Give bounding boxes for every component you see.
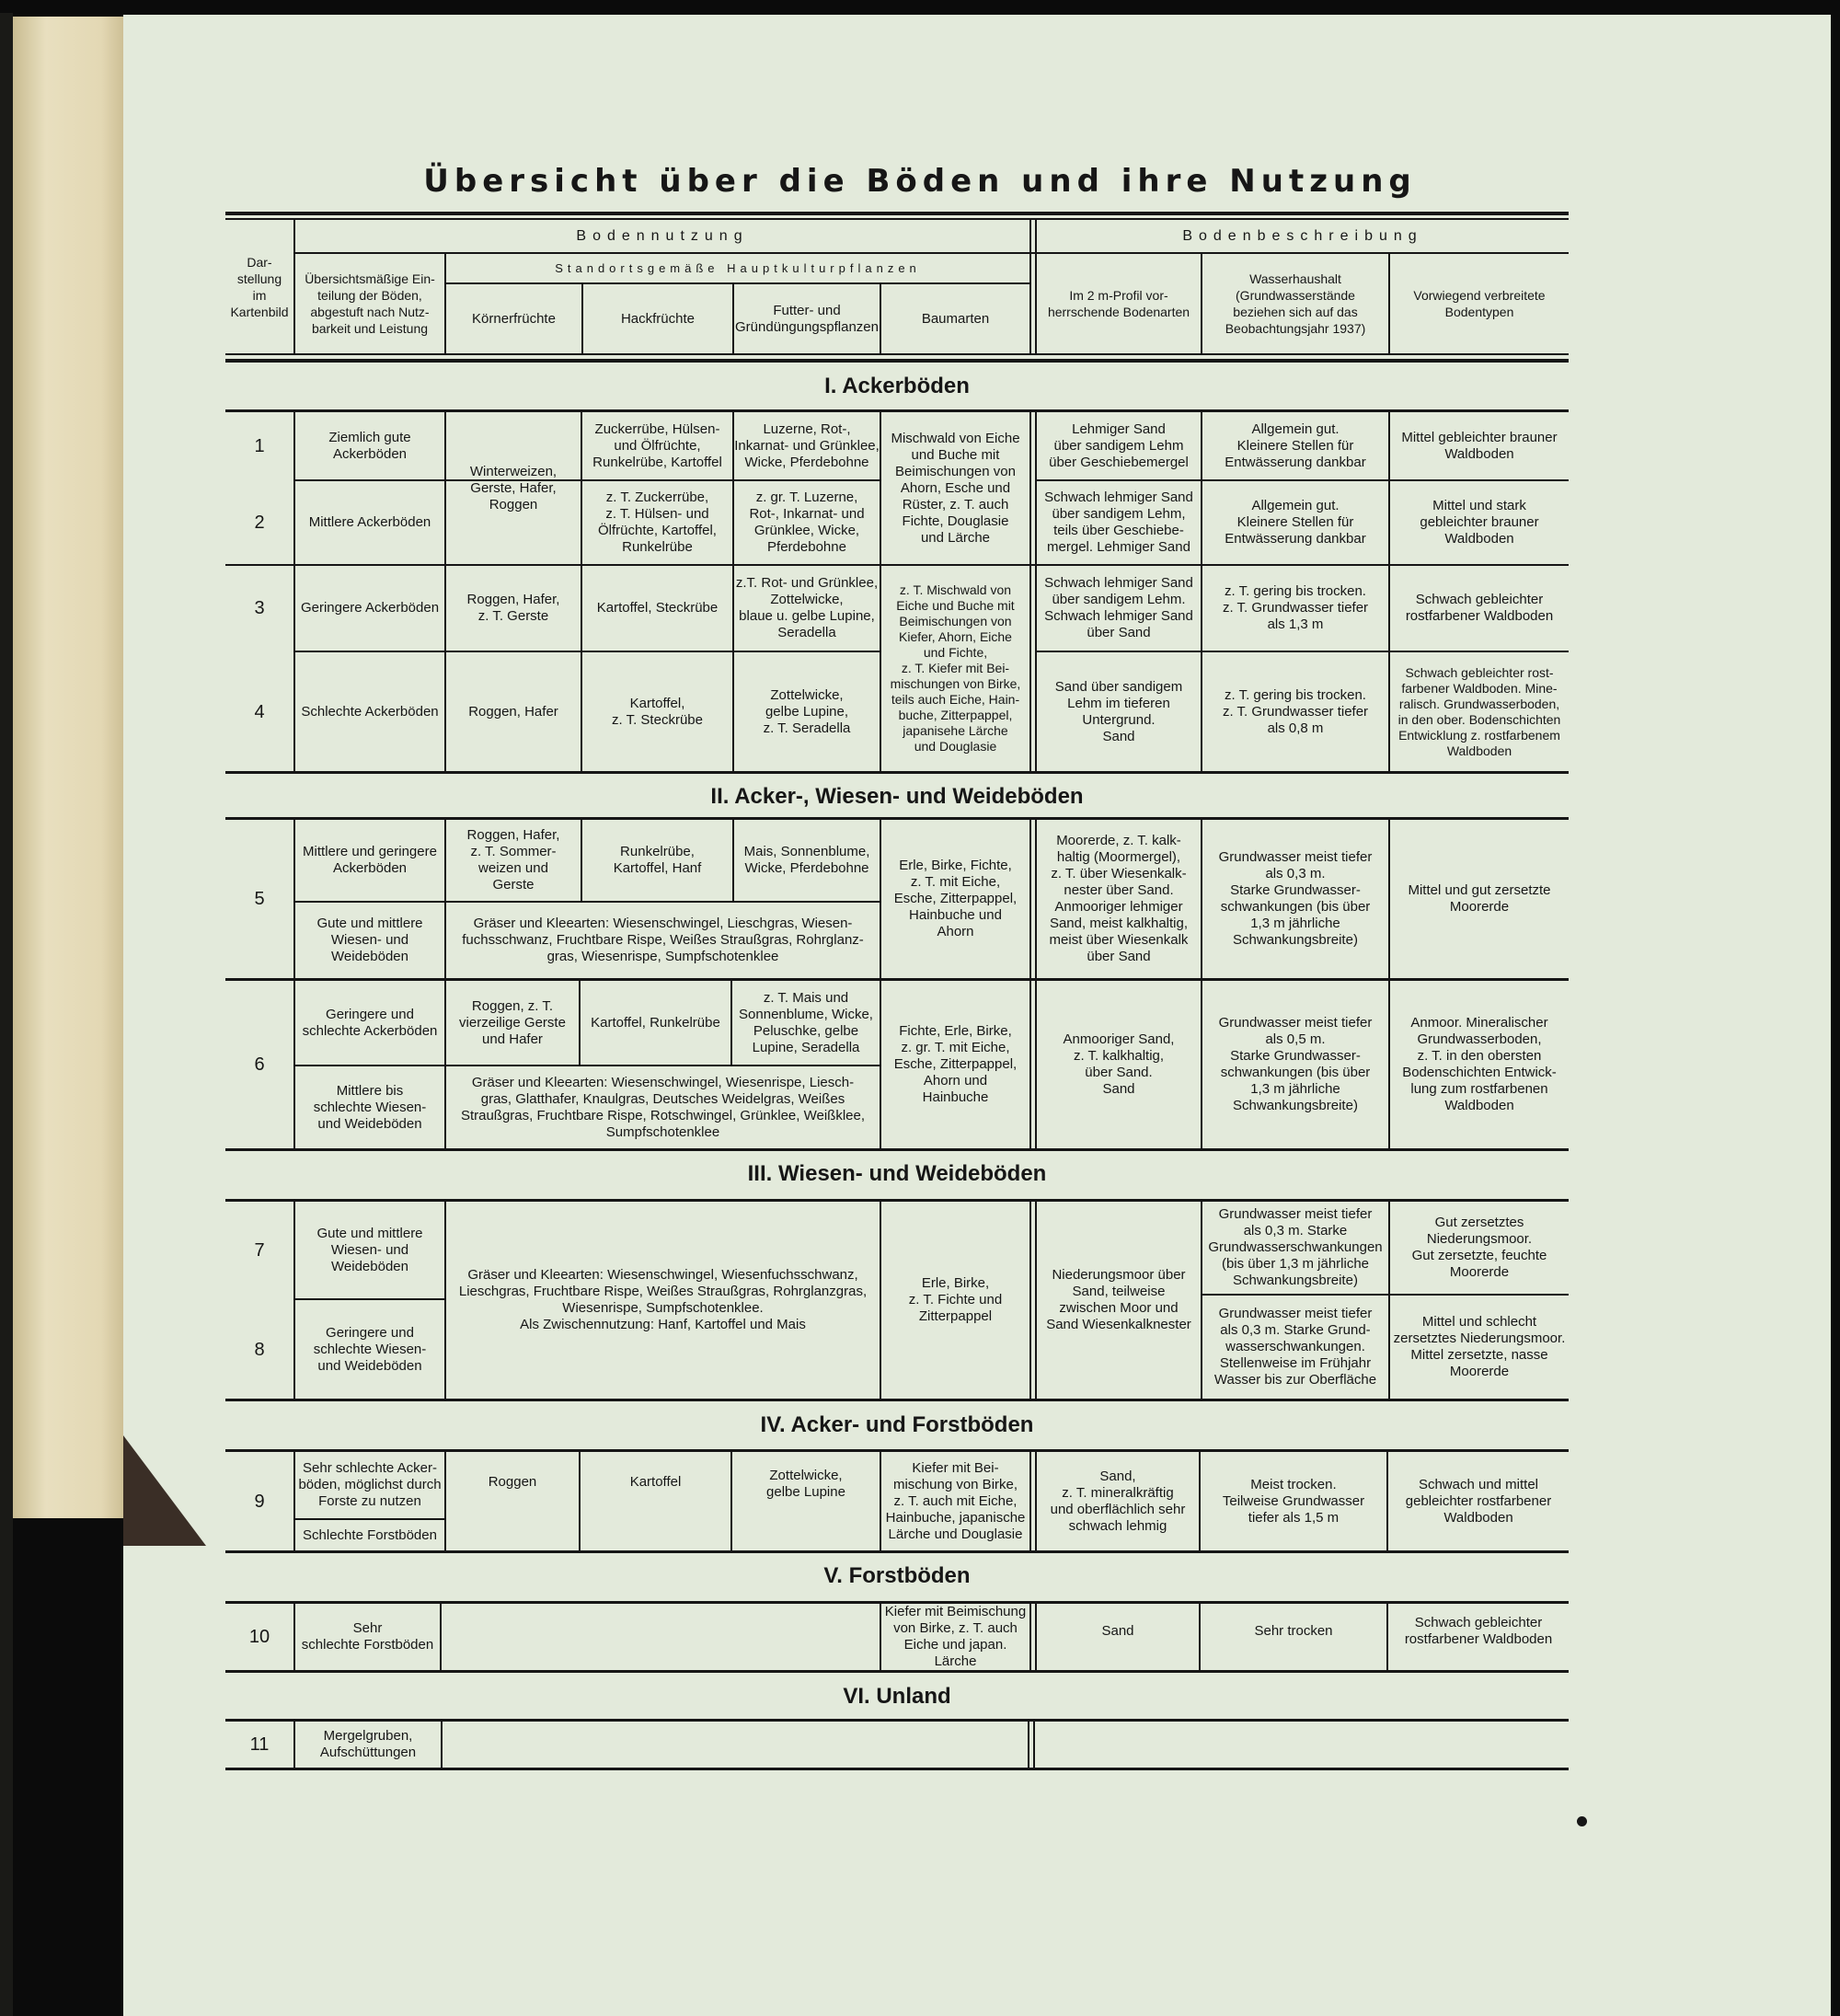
water-regime: Meist trocken. Teilweise Grundwasser tiefer als 1,5 m — [1222, 1476, 1365, 1526]
water-regime: Grundwasser meist tiefer als 0,5 m. Starke Grundwasser- schwankungen (bis über 1,3 m jährliche Schwankungsbreite) — [1218, 1015, 1373, 1113]
grain-crops: Roggen, Hafer, z. T. Sommer- weizen und Gerste — [466, 827, 560, 893]
root-crops: Kartoffel, Steckrübe — [596, 600, 719, 616]
header-bodenbeschreibung: Bodenbeschreibung — [1182, 228, 1423, 244]
root-crops: Runkelrübe, Kartoffel, Hanf — [613, 844, 702, 876]
tree-species: Kiefer mit Bei- mischung von Birke, z. T. auch mit Eiche, Hainbuche, japanische Lärche und Douglasie — [885, 1459, 1026, 1542]
rule — [225, 1399, 1569, 1401]
water-regime: z. T. gering bis trocken. z. T. Grundwasser tiefer als 0,8 m — [1222, 686, 1369, 736]
rule — [225, 212, 1569, 215]
grain-crops: Roggen — [488, 1473, 537, 1490]
fodder-crops: Zottelwicke, gelbe Lupine — [766, 1468, 845, 1500]
tree-species: Erle, Birke, z. T. Fichte und Zitterpappel — [908, 1275, 1003, 1324]
row-number: 10 — [248, 1627, 270, 1647]
grain-crops: Roggen, z. T. vierzeilige Gerste und Hafer — [459, 997, 566, 1047]
water-regime: Sehr trocken — [1254, 1623, 1333, 1639]
row-number: 2 — [254, 513, 265, 533]
tree-species: Erle, Birke, Fichte, z. T. mit Eiche, Esche, Zitterpappel, Hainbuche und Ahorn — [893, 858, 1018, 939]
header-bodennutzung: Bodennutzung — [576, 228, 749, 244]
rule — [1029, 411, 1031, 771]
row-number: 5 — [254, 889, 265, 909]
soil-class: Gute und mittlere Wiesen- und Weideböden — [316, 916, 423, 964]
soil-typology: Schwach gebleichter rost- farbener Waldboden. Mine- ralisch. Grundwasserboden, in den ober. Bodenschichten Entwicklung z. rostfarbenem Waldboden — [1397, 664, 1561, 758]
root-crops: Zuckerrübe, Hülsen- und Ölfrüchte, Runkelrübe, Kartoffel — [592, 420, 722, 470]
soil-typology: Mittel und gut zersetzte Moorerde — [1408, 882, 1551, 915]
header-bodenarten: Im 2 m-Profil vor- herrschende Bodenarten — [1047, 288, 1190, 319]
header-futter: Futter- und Gründüngungspflanzen — [735, 302, 879, 335]
root-crops: z. T. Zuckerrübe, z. T. Hülsen- und Ölfrüchte, Kartoffel, Runkelrübe — [598, 490, 717, 555]
soil-types-profile: Niederungsmoor über Sand, teilweise zwischen Moor und Sand Wiesenkalknester — [1046, 1267, 1191, 1332]
soil-class: Schlechte Forstböden — [303, 1526, 437, 1543]
rule — [1033, 1721, 1035, 1768]
header-typen: Vorwiegend verbreitete Bodentypen — [1413, 288, 1546, 319]
tree-species: Kiefer mit Beimischung von Birke, z. T. auch Eiche und japan. Lärche — [884, 1604, 1027, 1669]
soil-class: Mittlere bis schlechte Wiesen- und Weideböden — [313, 1082, 427, 1132]
rule — [225, 353, 1569, 355]
soil-class: Schlechte Ackerböden — [301, 703, 439, 720]
page-title: Übersicht über die Böden und ihre Nutzung — [423, 163, 1417, 200]
tree-species: z. T. Mischwald von Eiche und Buche mit Beimischungen von Kiefer, Ahorn, Eiche und Fichte, z. T. Kiefer mit Bei- mischungen von Birke, teils auch Eiche, Hain- buche, Zitterpappel, japanisehe Lärche und Douglasie — [890, 582, 1021, 754]
binding-page — [13, 17, 123, 1518]
soil-class: Gute und mittlere Wiesen- und Weideböden — [316, 1225, 423, 1274]
tree-species: Mischwald von Eiche und Buche mit Beimischungen von Ahorn, Esche und Rüster, z. T. auch Fichte, Douglasie und Lärche — [891, 430, 1020, 546]
soil-typology: Schwach gebleichter rostfarbener Waldboden — [1404, 1615, 1553, 1647]
section-heading-acker-wiesen-weideboeden: II. Acker-, Wiesen- und Weideböden — [710, 784, 1084, 809]
soil-types-profile: Lehmiger Sand über sandigem Lehm über Geschiebemergel — [1049, 420, 1189, 470]
row-number: 8 — [254, 1339, 265, 1360]
grain-crops: Roggen, Hafer, z. T. Gerste — [466, 592, 560, 624]
fodder-crops: z. T. Mais und Sonnenblume, Wicke, Peluschke, gelbe Lupine, Seradella — [739, 989, 873, 1055]
soil-class: Sehr schlechte Acker- böden, möglichst durch Forste zu nutzen — [298, 1460, 442, 1509]
rule — [1029, 219, 1031, 354]
grain-crops: Winterweizen, Gerste, Hafer, Roggen — [469, 463, 558, 513]
header-wasser: Wasserhaushalt (Grundwasserstände beziehen sich auf das Beobachtungsjahr 1937) — [1225, 271, 1366, 336]
rule — [225, 1148, 1569, 1151]
row-number: 4 — [254, 701, 265, 722]
grasses-clover: Gräser und Kleearten: Wiesenschwingel, Wiesenrispe, Liesch- gras, Glatthafer, Knaulgras, Deutsches Weidelgras, Weißes Straußgras, Fruchtbare Rispe, Rotschwingel, Grünklee, Weißklee, Sumpfschotenklee — [460, 1074, 866, 1140]
soil-class: Mergelgruben, Aufschüttungen — [319, 1728, 417, 1760]
soil-typology: Anmoor. Mineralischer Grundwasserboden, z. T. in den obersten Bodenschichten Entwick- lung zum rostfarbenen Waldboden — [1402, 1015, 1557, 1113]
water-regime: Allgemein gut. Kleinere Stellen für Entwässerung dankbar — [1225, 420, 1366, 470]
soil-types-profile: Sand — [1101, 1623, 1134, 1639]
rule — [225, 771, 1569, 774]
row-number: 11 — [249, 1734, 270, 1755]
soil-typology: Schwach gebleichter rostfarbener Waldboden — [1405, 592, 1554, 624]
water-regime: Grundwasser meist tiefer als 0,3 m. Starke Grund- wasserschwankungen. Stellenweise im Frühjahr Wasser bis zur Oberfläche — [1213, 1306, 1377, 1388]
fodder-crops: z.T. Rot- und Grünklee, Zottelwicke, blaue u. gelbe Lupine, Seradella — [735, 575, 879, 640]
grasses-clover: Gräser und Kleearten: Wiesenschwingel, Wiesenfuchsschwanz, Lieschgras, Fruchtbare Rispe, Weißes Straußgras, Rohrglanzgras, Wiesenrispe, Sumpfschotenklee. Als Zwischennutzung: Hanf, Kartoffel und Mais — [458, 1267, 868, 1332]
soil-typology: Mittel und stark gebleichter brauner Waldboden — [1420, 498, 1539, 547]
soil-types-profile: Schwach lehmiger Sand über sandigem Lehm, teils über Geschiebe- mergel. Lehmiger Sand — [1044, 490, 1193, 555]
soil-class: Sehr schlechte Forstböden — [301, 1620, 434, 1653]
root-crops: Kartoffel — [629, 1473, 682, 1490]
row-number: 6 — [254, 1054, 265, 1075]
rule — [225, 1768, 1569, 1770]
rule — [225, 1670, 1569, 1673]
section-heading-wiesen-weideboeden: III. Wiesen- und Weideböden — [747, 1161, 1047, 1186]
grain-crops: Roggen, Hafer — [468, 703, 558, 720]
header-darstellung: Dar- stellung im Kartenbild — [230, 255, 289, 319]
rule — [1028, 1721, 1029, 1768]
rule — [1029, 1603, 1031, 1670]
section-heading-forstboeden: V. Forstböden — [823, 1563, 971, 1588]
soil-types-profile: Schwach lehmiger Sand über sandigem Lehm. Schwach lehmiger Sand über Sand — [1044, 575, 1193, 640]
soil-class: Geringere und schlechte Wiesen- und Weideböden — [313, 1324, 427, 1374]
rule — [1029, 819, 1031, 1148]
soil-typology: Mittel und schlecht zersetztes Niederungsmoor. Mittel zersetzte, nasse Moorerde — [1393, 1314, 1566, 1379]
soil-types-profile: Sand über sandigem Lehm im tieferen Untergrund. Sand — [1054, 678, 1183, 744]
fodder-crops: z. gr. T. Luzerne, Rot-, Inkarnat- und Grünklee, Wicke, Pferdebohne — [749, 490, 865, 555]
soil-class: Geringere und schlechte Ackerböden — [302, 1006, 438, 1039]
soil-class: Ziemlich gute Ackerböden — [328, 429, 411, 462]
water-regime: Grundwasser meist tiefer als 0,3 m. Starke Grundwasser- schwankungen (bis über 1,3 m jährliche Schwankungsbreite) — [1218, 849, 1373, 948]
soil-types-profile: Moorerde, z. T. kalk- haltig (Moormergel), z. T. über Wiesenkalk- nester über Sand. Anmooriger lehmiger Sand, meist kalkhaltig, meist über Wiesenkalk über Sand — [1049, 833, 1189, 964]
water-regime: z. T. gering bis trocken. z. T. Grundwasser tiefer als 1,3 m — [1222, 583, 1369, 632]
soil-typology: Schwach und mittel gebleichter rostfarbener Waldboden — [1405, 1476, 1552, 1526]
header-koerner: Körnerfrüchte — [472, 310, 556, 327]
soil-class: Mittlere Ackerböden — [308, 514, 431, 530]
soil-types-profile: Anmooriger Sand, z. T. kalkhaltig, über Sand. Sand — [1063, 1031, 1175, 1097]
book-spine — [0, 0, 13, 2016]
rule — [1029, 1201, 1031, 1399]
rule — [1029, 1451, 1031, 1550]
fodder-crops: Zottelwicke, gelbe Lupine, z. T. Seradella — [763, 686, 851, 736]
section-heading-ackerboeden: I. Ackerböden — [824, 374, 970, 398]
section-heading-unland: VI. Unland — [843, 1684, 951, 1709]
rule — [225, 1550, 1569, 1553]
soil-typology: Mittel gebleichter brauner Waldboden — [1401, 429, 1558, 462]
rule — [441, 1721, 443, 1768]
header-einteilung: Übersichtsmäßige Ein- teilung der Böden, abgestuft nach Nutz- barkeit und Leistung — [305, 271, 435, 336]
soil-class: Geringere Ackerböden — [300, 600, 440, 616]
ink-dot — [1577, 1816, 1587, 1826]
root-crops: Kartoffel, z. T. Steckrübe — [612, 695, 703, 728]
soil-types-profile: Sand, z. T. mineralkräftig und oberflächlich sehr schwach lehmig — [1050, 1468, 1186, 1534]
row-number: 3 — [254, 598, 265, 618]
top-edge — [0, 0, 1840, 13]
section-heading-acker-forstboeden: IV. Acker- und Forstböden — [760, 1412, 1034, 1437]
row-number: 1 — [254, 435, 265, 456]
header-baum: Baumarten — [921, 310, 990, 327]
rule — [225, 359, 1569, 363]
rule — [225, 218, 1569, 220]
rule — [440, 1603, 442, 1670]
soil-typology: Gut zersetztes Niederungsmoor. Gut zersetzte, feuchte Moorerde — [1411, 1215, 1547, 1280]
header-standort: Standortsgemäße Hauptkulturpflanzen — [555, 260, 921, 275]
header-hack: Hackfrüchte — [620, 310, 696, 327]
soil-class: Mittlere und geringere Ackerböden — [303, 844, 437, 876]
fodder-crops: Mais, Sonnenblume, Wicke, Pferdebohne — [743, 844, 870, 876]
row-number: 7 — [254, 1239, 265, 1261]
water-regime: Allgemein gut. Kleinere Stellen für Entwässerung dankbar — [1225, 498, 1366, 547]
root-crops: Kartoffel, Runkelrübe — [591, 1014, 720, 1031]
row-number: 9 — [254, 1491, 265, 1512]
fodder-crops: Luzerne, Rot-, Inkarnat- und Grünklee, Wicke, Pferdebohne — [734, 420, 880, 470]
grasses-clover: Gräser und Kleearten: Wiesenschwingel, Lieschgras, Wiesen- fuchsschwanz, Fruchtbare Rispe, Weißes Straußgras, Rohrglanz- gras, Wiesenrispe, Sumpfschotenklee — [462, 916, 864, 964]
water-regime: Grundwasser meist tiefer als 0,3 m. Starke Grundwasserschwankungen (bis über 1,3 m jährliche Schwankungsbreite) — [1208, 1206, 1383, 1288]
tree-species: Fichte, Erle, Birke, z. gr. T. mit Eiche, Esche, Zitterpappel, Ahorn und Hainbuche — [893, 1023, 1018, 1105]
